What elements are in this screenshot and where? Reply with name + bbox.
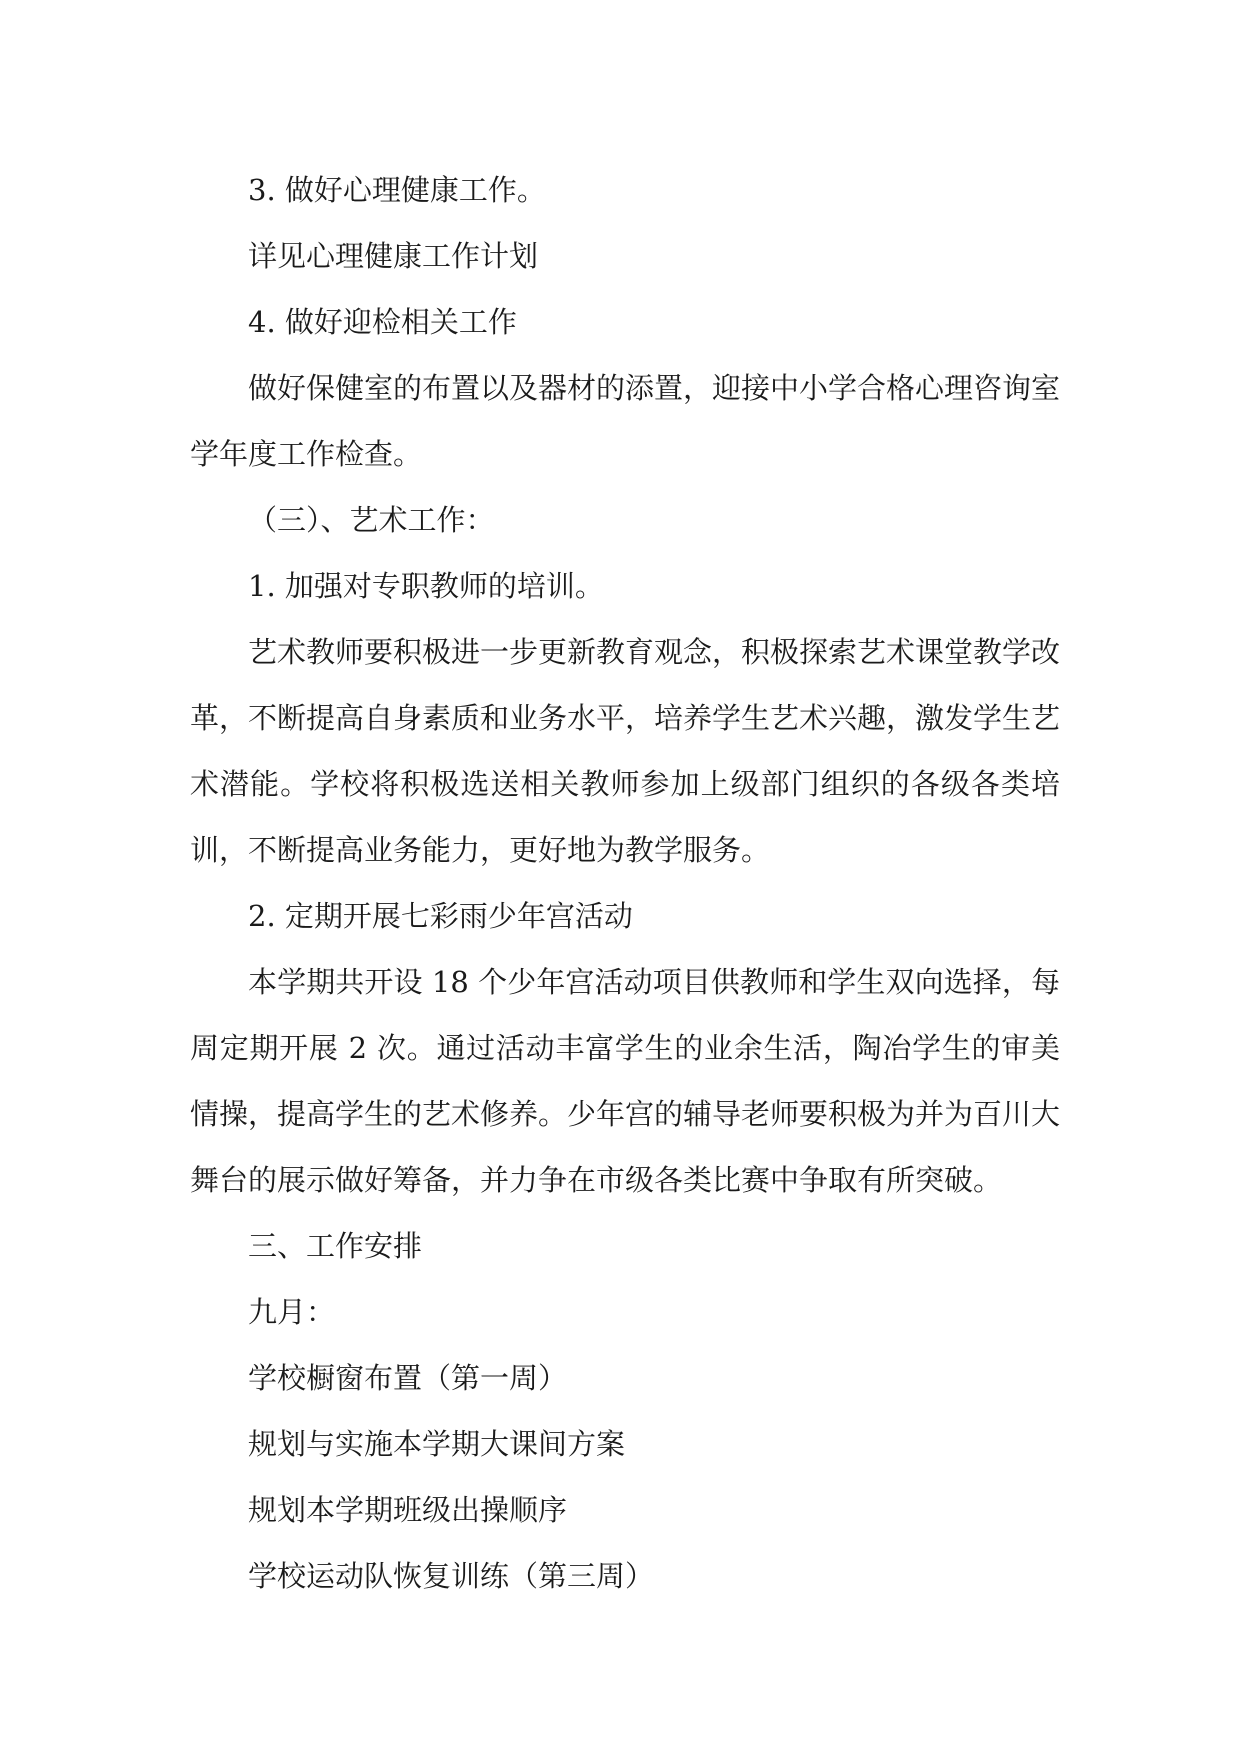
item-heading-inspection: 4. 做好迎检相关工作 — [248, 305, 517, 339]
document-body — [190, 157, 1060, 1609]
schedule-item: 学校橱窗布置（第一周） — [248, 1361, 568, 1395]
section-heading-art-work: （三）、艺术工作： — [248, 503, 495, 537]
teacher-training-paragraph: 艺术教师要积极进一步更新教育观念，积极探索艺术课堂教学改革，不断提高自身素质和业务水平，培养学生艺术兴趣，激发学生艺术潜能。学校将积极选送相关教师参加上级部门组织的各级各类培训，不断提高业务能力，更好地为教学服务。 — [190, 635, 1061, 867]
youth-palace-paragraph: 本学期共开设 18 个少年宫活动项目供教师和学生双向选择，每周定期开展 2 次。通过活动丰富学生的业余生活，陶冶学生的审美情操，提高学生的艺术修养。少年宫的辅导老师要积极为并为百川大舞台的展示做好筹备，并力争在市级各类比赛中争取有所突破。 — [190, 965, 1061, 1197]
item-heading-teacher-training: 1. 加强对专职教师的培训。 — [248, 569, 604, 603]
item-heading-youth-palace: 2. 定期开展七彩雨少年宫活动 — [248, 899, 633, 933]
schedule-item: 规划与实施本学期大课间方案 — [248, 1427, 626, 1461]
inspection-paragraph: 做好保健室的布置以及器材的添置，迎接中小学合格心理咨询室学年度工作检查。 — [190, 371, 1061, 471]
schedule-item: 学校运动队恢复训练（第三周） — [248, 1559, 655, 1593]
mental-health-plan-note: 详见心理健康工作计划 — [248, 239, 539, 273]
month-heading-september: 九月： — [248, 1295, 336, 1329]
section-heading-work-schedule: 三、工作安排 — [248, 1229, 423, 1263]
schedule-item: 规划本学期班级出操顺序 — [248, 1493, 568, 1527]
item-heading-mental-health: 3. 做好心理健康工作。 — [248, 173, 546, 207]
